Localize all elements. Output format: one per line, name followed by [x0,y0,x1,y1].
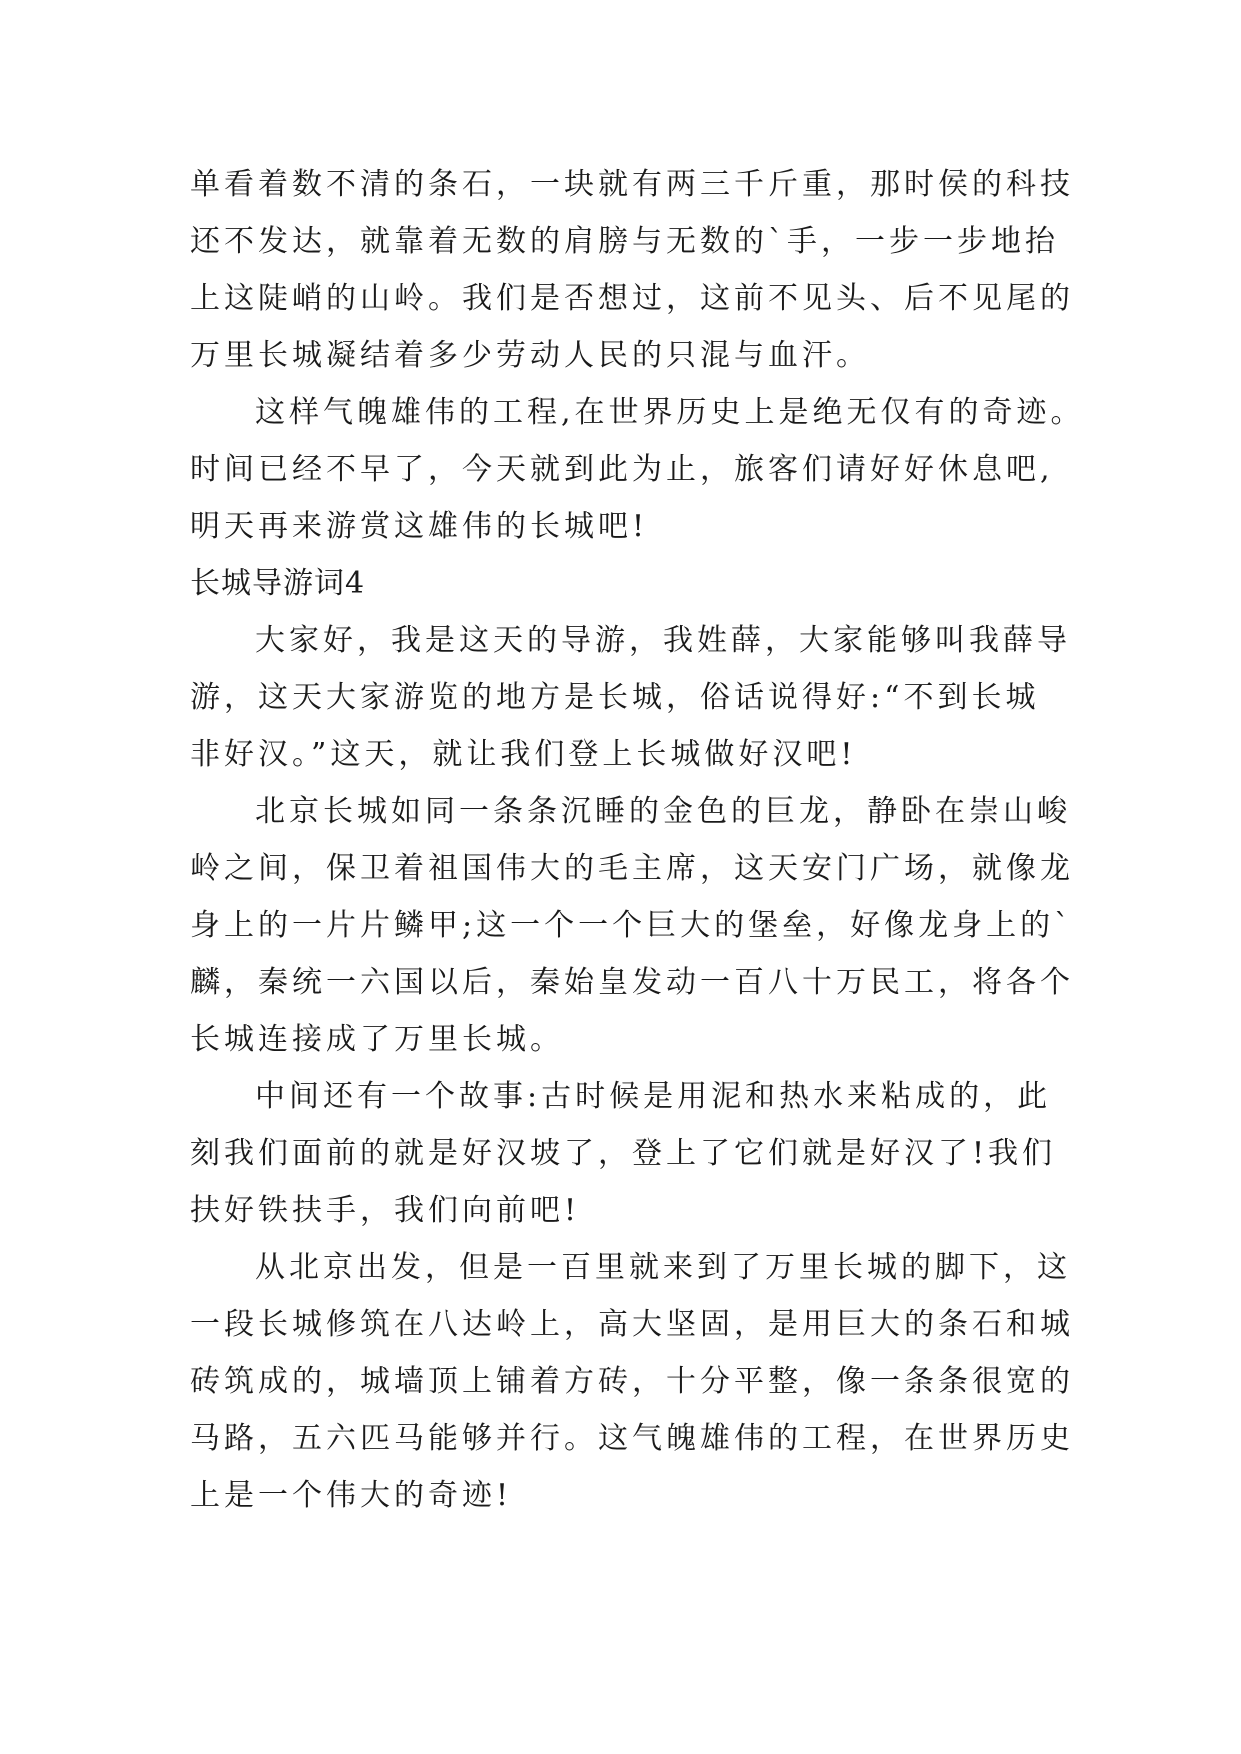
text-line: 身上的一片片鳞甲;这一个一个巨大的堡垒，好像龙身上的` [190,908,1074,943]
text-line: 上是一个伟大的奇迹! [190,1478,513,1513]
text-line: 岭之间，保卫着祖国伟大的毛主席，这天安门广场，就像龙 [190,851,1074,886]
text-line: 麟，秦统一六国以后，秦始皇发动一百八十万民工，将各个 [190,965,1074,1000]
text-line: 这样气魄雄伟的工程,在世界历史上是绝无仅有的奇迹。 [255,395,1085,430]
text-line: 非好汉。”这天，就让我们登上长城做好汉吧! [190,737,857,772]
text-line: 还不发达，就靠着无数的肩膀与无数的`手，一步一步地抬 [190,224,1059,259]
section-heading: 长城导游词4 [190,566,366,601]
text-line: 马路，五六匹马能够并行。这气魄雄伟的工程，在世界历史 [190,1421,1074,1456]
text-line: 时间已经不早了，今天就到此为止，旅客们请好好休息吧, [190,452,1054,487]
text-line: 游，这天大家游览的地方是长城，俗话说得好:“不到长城 [190,680,1040,715]
text-line: 万里长城凝结着多少劳动人民的只混与血汗。 [190,338,870,373]
text-line: 从北京出发，但是一百里就来到了万里长城的脚下，这 [255,1250,1071,1285]
text-line: 一段长城修筑在八达岭上，高大坚固，是用巨大的条石和城 [190,1307,1074,1342]
text-line: 长城连接成了万里长城。 [190,1022,564,1057]
text-line: 明天再来游赏这雄伟的长城吧! [190,509,649,544]
text-line: 刻我们面前的就是好汉坡了，登上了它们就是好汉了!我们 [190,1136,1057,1171]
text-line: 砖筑成的，城墙顶上铺着方砖，十分平整，像一条条很宽的 [190,1364,1074,1399]
text-line: 上这陡峭的山岭。我们是否想过，这前不见头、后不见尾的 [190,281,1074,316]
text-line: 大家好，我是这天的导游，我姓薛，大家能够叫我薛导 [255,623,1071,658]
text-line: 单看着数不清的条石，一块就有两三千斤重，那时侯的科技 [190,167,1074,202]
text-line: 北京长城如同一条条沉睡的金色的巨龙，静卧在崇山峻 [255,794,1071,829]
text-line: 扶好铁扶手，我们向前吧! [190,1193,581,1228]
text-line: 中间还有一个故事:古时候是用泥和热水来粘成的，此 [255,1079,1052,1114]
